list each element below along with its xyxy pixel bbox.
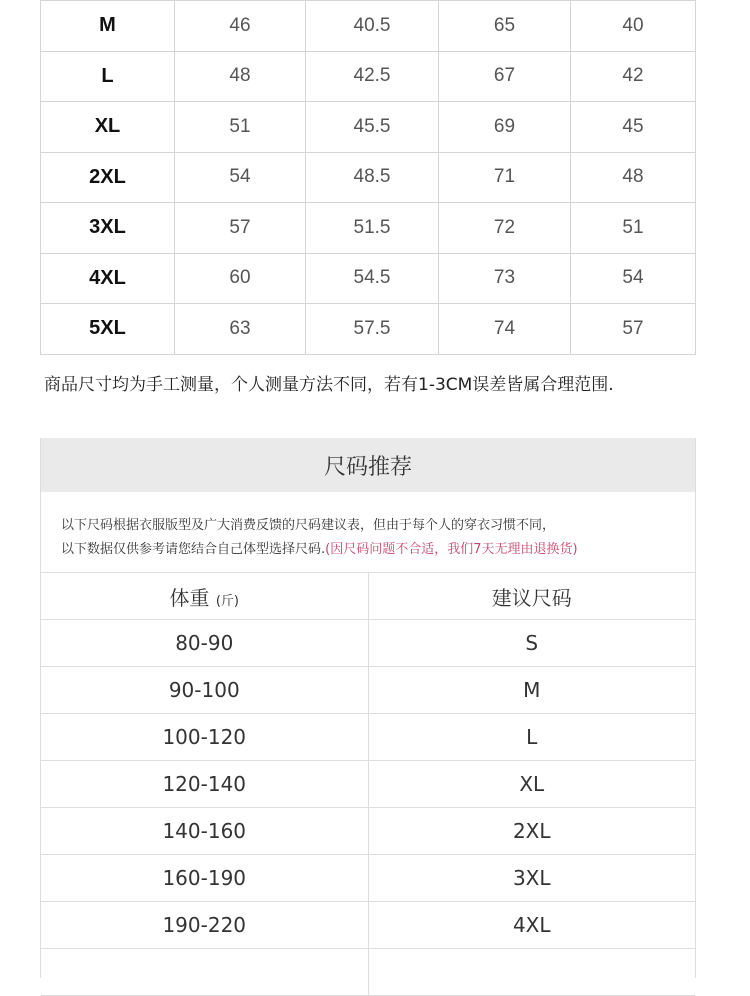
cell-value: 42.5: [306, 51, 439, 102]
table-row: [41, 203, 696, 254]
cell-value: 48: [175, 51, 306, 102]
weight-range: 190-220: [41, 902, 368, 949]
table-row: [41, 51, 696, 102]
size-label: 2XL: [41, 152, 175, 203]
cell-value: 40.5: [306, 1, 439, 52]
weight-range: 100-120: [41, 714, 368, 761]
weight-range: 160-190: [41, 855, 368, 902]
recommended-size: XL: [368, 761, 695, 808]
measurement-note: 商品尺寸均为手工测量，个人测量方法不同，若有1-3CM误差皆属合理范围.: [44, 375, 614, 395]
weight-range: 80-90: [41, 620, 368, 667]
cell-value: 60: [175, 253, 306, 304]
recommended-size: 3XL: [368, 855, 695, 902]
cell-value: 69: [439, 102, 571, 153]
size-chart-table: [40, 0, 696, 355]
table-row: [41, 808, 695, 855]
weight-range: 90-100: [41, 667, 368, 714]
cell-value: 51: [571, 203, 696, 254]
header-weight-unit: (斤): [215, 593, 239, 609]
cell-value: 54.5: [306, 253, 439, 304]
intro-line-2-text: 以下数据仅供参考请您结合自己体型选择尺码.: [61, 542, 326, 557]
cell-value: 63: [175, 304, 306, 355]
table-row: [41, 620, 695, 667]
header-weight-label: 体重: [169, 585, 210, 610]
table-row: [41, 152, 696, 203]
recommendation-intro: [41, 492, 695, 573]
table-row: [41, 902, 695, 949]
cell-value: 51: [175, 102, 306, 153]
return-policy-note: (因尺码问题不合适，我们7天无理由退换货): [325, 542, 578, 557]
cell-value: 73: [439, 253, 571, 304]
recommended-size: 4XL: [368, 902, 695, 949]
cell-value: 45: [571, 102, 696, 153]
recommended-size: S: [368, 620, 695, 667]
size-label: L: [41, 51, 175, 102]
header-weight: [41, 573, 368, 620]
cell-value: 54: [571, 253, 696, 304]
table-row-partial: [41, 949, 695, 996]
table-row: [41, 102, 696, 153]
table-row: [41, 714, 695, 761]
cell-value: 65: [439, 1, 571, 52]
cell-value: 57.5: [306, 304, 439, 355]
recommended-size: M: [368, 667, 695, 714]
cell-value: 67: [439, 51, 571, 102]
weight-range: 140-160: [41, 808, 368, 855]
cell-value: 57: [571, 304, 696, 355]
header-size: 建议尺码: [368, 573, 695, 620]
size-recommendation-panel: [40, 438, 696, 978]
cell-value: 40: [571, 1, 696, 52]
recommended-size: L: [368, 714, 695, 761]
table-row: [41, 761, 695, 808]
cell-value: 48.5: [306, 152, 439, 203]
weight-range: 120-140: [41, 761, 368, 808]
cell-value: 54: [175, 152, 306, 203]
size-label: 4XL: [41, 253, 175, 304]
intro-line-1: 以下尺码根据衣服版型及广大消费反馈的尺码建议表，但由于每个人的穿衣习惯不同，: [61, 518, 556, 533]
size-label: 5XL: [41, 304, 175, 355]
size-label: XL: [41, 102, 175, 153]
table-header-row: [41, 573, 695, 620]
cell-value: 46: [175, 1, 306, 52]
cell-value: 74: [439, 304, 571, 355]
size-label: M: [41, 1, 175, 52]
table-row: [41, 1, 696, 52]
cell-value: 57: [175, 203, 306, 254]
intro-line-2: [61, 538, 695, 562]
table-row: [41, 667, 695, 714]
cell-value: 48: [571, 152, 696, 203]
cell-value: 51.5: [306, 203, 439, 254]
table-row: [41, 304, 696, 355]
cell-value: 72: [439, 203, 571, 254]
panel-title: 尺码推荐: [41, 438, 695, 492]
table-row: [41, 855, 695, 902]
recommendation-table: [41, 573, 695, 996]
cell-value: 71: [439, 152, 571, 203]
recommended-size: 2XL: [368, 808, 695, 855]
cell-value: 42: [571, 51, 696, 102]
table-row: [41, 253, 696, 304]
cell-value: 45.5: [306, 102, 439, 153]
size-label: 3XL: [41, 203, 175, 254]
